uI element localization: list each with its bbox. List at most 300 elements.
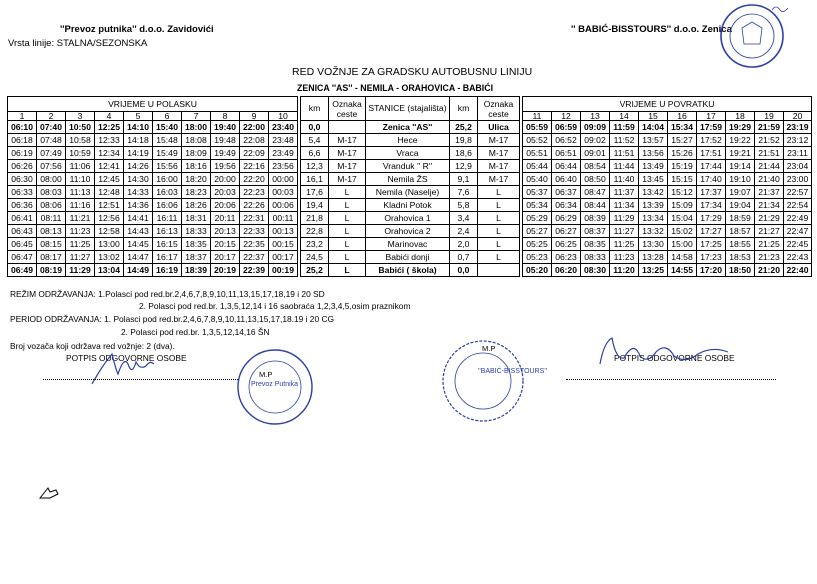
return-time-cell: 17:25	[697, 238, 726, 251]
dep-number: 8	[211, 112, 240, 121]
departure-time-cell: 11:10	[66, 173, 95, 186]
km-cell-right: 12,9	[450, 160, 478, 173]
return-time-cell: 21:25	[755, 238, 784, 251]
return-time-cell: 13:49	[639, 160, 668, 173]
road-cell-left: M-17	[329, 160, 366, 173]
return-time-cell: 08:50	[581, 173, 610, 186]
departure-time-cell: 13:02	[95, 251, 124, 264]
return-time-cell: 17:23	[697, 251, 726, 264]
dep-number: 3	[66, 112, 95, 121]
return-time-cell: 21:27	[755, 225, 784, 238]
stamp-text-left: Prevoz Putnika	[251, 381, 299, 388]
departure-time-cell: 13:04	[95, 264, 124, 277]
station-cell: Babići ( škola)	[366, 264, 450, 277]
station-cell: Nemila (Naselje)	[366, 186, 450, 199]
return-time-cell: 22:57	[784, 186, 812, 199]
return-time-cell: 11:44	[610, 160, 639, 173]
return-time-cell: 22:40	[784, 264, 812, 277]
return-time-cell: 06:23	[552, 251, 581, 264]
road-cell-right: M-17	[478, 173, 520, 186]
departure-header: VRIJEME U POLASKU	[8, 97, 298, 112]
departure-time-cell: 22:23	[240, 186, 269, 199]
km-cell-right: 25,2	[450, 121, 478, 134]
km-cell-right: 2,4	[450, 225, 478, 238]
departure-time-cell: 00:03	[269, 186, 298, 199]
km-cell-left: 6,6	[301, 147, 329, 160]
departure-time-cell: 22:39	[240, 264, 269, 277]
return-time-cell: 21:40	[755, 173, 784, 186]
return-time-cell: 17:27	[697, 225, 726, 238]
departure-time-cell: 08:11	[37, 212, 66, 225]
dep-number: 10	[269, 112, 298, 121]
departure-time-cell: 15:56	[153, 160, 182, 173]
return-time-cell: 15:02	[668, 225, 697, 238]
return-time-cell: 05:20	[523, 264, 552, 277]
return-time-cell: 05:23	[523, 251, 552, 264]
station-cell: Vraca	[366, 147, 450, 160]
departure-time-cell: 14:43	[124, 225, 153, 238]
departure-time-cell: 11:16	[66, 199, 95, 212]
km-cell-left: 16,1	[301, 173, 329, 186]
departure-time-cell: 14:10	[124, 121, 153, 134]
return-time-cell: 06:44	[552, 160, 581, 173]
return-time-cell: 15:26	[668, 147, 697, 160]
departure-time-cell: 11:23	[66, 225, 95, 238]
handwritten-signature-right	[594, 330, 734, 374]
road-cell-left: L	[329, 212, 366, 225]
departure-time-cell: 22:33	[240, 225, 269, 238]
departure-time-cell: 22:09	[240, 147, 269, 160]
ret-number: 19	[755, 112, 784, 121]
station-header: STANICE (stajališta)	[366, 97, 450, 121]
ret-number: 17	[697, 112, 726, 121]
return-time-cell: 19:04	[726, 199, 755, 212]
departure-time-cell: 11:06	[66, 160, 95, 173]
km-cell-left: 25,2	[301, 264, 329, 277]
departure-time-cell: 06:41	[8, 212, 37, 225]
note-regime-1: REŽIM ODRŽAVANJA: 1.Polasci pod red.br.2,4,6,7,8,9,10,11,13,15,17,18,19 i 20 SD	[10, 289, 325, 299]
departure-time-cell: 22:08	[240, 134, 269, 147]
table-row	[8, 121, 812, 134]
km-cell-left: 5,4	[301, 134, 329, 147]
return-time-cell: 06:51	[552, 147, 581, 160]
return-time-cell: 17:40	[697, 173, 726, 186]
road-cell-left: L	[329, 264, 366, 277]
departure-time-cell: 16:03	[153, 186, 182, 199]
departure-time-cell: 18:33	[182, 225, 211, 238]
departure-time-cell: 14:45	[124, 238, 153, 251]
departure-time-cell: 18:09	[182, 147, 211, 160]
departure-time-cell: 12:34	[95, 147, 124, 160]
station-cell: Hece	[366, 134, 450, 147]
return-time-cell: 05:40	[523, 173, 552, 186]
departure-time-cell: 10:59	[66, 147, 95, 160]
right-company-name: '' BABIĆ-BISSTOURS'' d.o.o. Zenica	[571, 24, 732, 35]
departure-time-cell: 18:08	[182, 134, 211, 147]
return-time-cell: 19:10	[726, 173, 755, 186]
dep-number: 7	[182, 112, 211, 121]
return-time-cell: 06:52	[552, 134, 581, 147]
return-time-cell: 11:59	[610, 121, 639, 134]
return-time-cell: 05:52	[523, 134, 552, 147]
return-time-cell: 23:19	[784, 121, 812, 134]
departure-time-cell: 22:00	[240, 121, 269, 134]
return-time-cell: 21:29	[755, 212, 784, 225]
return-time-cell: 15:00	[668, 238, 697, 251]
return-time-cell: 15:09	[668, 199, 697, 212]
km-cell-right: 5,8	[450, 199, 478, 212]
road-cell-right: L	[478, 186, 520, 199]
road-cell-left: M-17	[329, 173, 366, 186]
return-time-cell: 11:52	[610, 134, 639, 147]
departure-time-cell: 15:49	[153, 147, 182, 160]
departure-time-cell: 20:19	[211, 264, 240, 277]
km-cell-left: 17,6	[301, 186, 329, 199]
departure-time-cell: 12:41	[95, 160, 124, 173]
return-time-cell: 08:47	[581, 186, 610, 199]
km-cell-right: 19,8	[450, 134, 478, 147]
departure-time-cell: 20:17	[211, 251, 240, 264]
departure-time-cell: 18:20	[182, 173, 211, 186]
road-cell-left: M-17	[329, 134, 366, 147]
timetable	[7, 96, 812, 277]
return-time-cell: 08:44	[581, 199, 610, 212]
departure-time-cell: 11:13	[66, 186, 95, 199]
departure-time-cell: 00:19	[269, 264, 298, 277]
departure-time-cell: 18:26	[182, 199, 211, 212]
departure-time-cell: 20:03	[211, 186, 240, 199]
return-time-cell: 05:27	[523, 225, 552, 238]
km-cell-left: 24,5	[301, 251, 329, 264]
departure-time-cell: 16:19	[153, 264, 182, 277]
note-drivers: Broj vozača koji održava red vožnje: 2 (dva).	[10, 341, 175, 351]
return-time-cell: 23:00	[784, 173, 812, 186]
stamp-mp-right: M.P	[482, 344, 496, 353]
ret-number: 13	[581, 112, 610, 121]
road-cell-left: L	[329, 186, 366, 199]
road-cell-left: L	[329, 238, 366, 251]
departure-time-cell: 14:36	[124, 199, 153, 212]
return-header: VRIJEME U POVRATKU	[523, 97, 812, 112]
table-row	[8, 225, 812, 238]
station-cell: Vranduk '' R''	[366, 160, 450, 173]
return-time-cell: 17:44	[697, 160, 726, 173]
road-cell-right: L	[478, 212, 520, 225]
return-time-cell: 05:37	[523, 186, 552, 199]
dep-number: 6	[153, 112, 182, 121]
return-time-cell: 06:20	[552, 264, 581, 277]
km-cell-right: 0,7	[450, 251, 478, 264]
ret-number: 16	[668, 112, 697, 121]
return-time-cell: 21:59	[755, 121, 784, 134]
departure-time-cell: 11:21	[66, 212, 95, 225]
departure-time-cell: 16:11	[153, 212, 182, 225]
departure-time-cell: 16:15	[153, 238, 182, 251]
departure-time-cell: 12:56	[95, 212, 124, 225]
timetable-body	[8, 121, 812, 277]
signature-line-right	[566, 379, 776, 380]
return-time-cell: 06:29	[552, 212, 581, 225]
return-time-cell: 15:34	[668, 121, 697, 134]
return-time-cell: 21:44	[755, 160, 784, 173]
return-time-cell: 08:37	[581, 225, 610, 238]
km-cell-left: 0,0	[301, 121, 329, 134]
handwritten-signature-left	[88, 340, 158, 390]
road-cell-right: L	[478, 251, 520, 264]
return-time-cell: 13:39	[639, 199, 668, 212]
departure-time-cell: 22:26	[240, 199, 269, 212]
departure-time-cell: 22:35	[240, 238, 269, 251]
ret-number: 20	[784, 112, 812, 121]
departure-time-cell: 14:47	[124, 251, 153, 264]
table-row	[8, 251, 812, 264]
return-time-cell: 05:34	[523, 199, 552, 212]
departure-time-cell: 06:19	[8, 147, 37, 160]
return-time-cell: 15:19	[668, 160, 697, 173]
departure-time-cell: 22:37	[240, 251, 269, 264]
station-cell: Zenica ''AS''	[366, 121, 450, 134]
return-time-cell: 19:14	[726, 160, 755, 173]
signature-label-left: POTPIS ODGOVORNE OSOBE	[66, 353, 187, 363]
departure-time-cell: 11:27	[66, 251, 95, 264]
departure-time-cell: 00:11	[269, 212, 298, 225]
departure-time-cell: 06:49	[8, 264, 37, 277]
departure-time-cell: 10:58	[66, 134, 95, 147]
km-cell-right: 2,0	[450, 238, 478, 251]
departure-time-cell: 12:48	[95, 186, 124, 199]
departure-time-cell: 20:15	[211, 238, 240, 251]
return-time-cell: 06:37	[552, 186, 581, 199]
departure-time-cell: 18:31	[182, 212, 211, 225]
departure-time-cell: 18:35	[182, 238, 211, 251]
return-time-cell: 05:44	[523, 160, 552, 173]
return-time-cell: 05:51	[523, 147, 552, 160]
return-time-cell: 17:34	[697, 199, 726, 212]
station-cell: Babići donji	[366, 251, 450, 264]
return-time-cell: 21:20	[755, 264, 784, 277]
departure-time-cell: 15:48	[153, 134, 182, 147]
return-time-cell: 06:25	[552, 238, 581, 251]
return-time-cell: 11:23	[610, 251, 639, 264]
departure-time-cell: 08:15	[37, 238, 66, 251]
departure-time-cell: 12:25	[95, 121, 124, 134]
return-time-cell: 06:34	[552, 199, 581, 212]
departure-time-cell: 00:17	[269, 251, 298, 264]
return-time-cell: 17:52	[697, 134, 726, 147]
departure-time-cell: 14:49	[124, 264, 153, 277]
ret-number: 11	[523, 112, 552, 121]
departure-time-cell: 14:33	[124, 186, 153, 199]
km-cell-right: 9,1	[450, 173, 478, 186]
road-cell-right: L	[478, 199, 520, 212]
return-time-cell: 13:30	[639, 238, 668, 251]
return-time-cell: 11:37	[610, 186, 639, 199]
departure-time-cell: 16:13	[153, 225, 182, 238]
return-time-cell: 17:51	[697, 147, 726, 160]
return-time-cell: 17:29	[697, 212, 726, 225]
road-cell-right: L	[478, 238, 520, 251]
return-time-cell: 21:34	[755, 199, 784, 212]
table-row	[8, 173, 812, 186]
departure-time-cell: 11:29	[66, 264, 95, 277]
return-time-cell: 06:40	[552, 173, 581, 186]
table-row	[8, 238, 812, 251]
mouse-cursor-icon	[38, 486, 60, 500]
return-time-cell: 08:39	[581, 212, 610, 225]
road-header-right: Oznaka ceste	[478, 97, 520, 121]
dep-number: 2	[37, 112, 66, 121]
return-time-cell: 14:04	[639, 121, 668, 134]
return-time-cell: 11:34	[610, 199, 639, 212]
station-cell: Orahovica 1	[366, 212, 450, 225]
departure-time-cell: 18:23	[182, 186, 211, 199]
line-type: Vrsta linije: STALNA/SEZONSKA	[8, 38, 148, 49]
return-time-cell: 22:49	[784, 212, 812, 225]
km-header-right: km	[450, 97, 478, 121]
return-time-cell: 15:27	[668, 134, 697, 147]
return-time-cell: 23:11	[784, 147, 812, 160]
return-time-cell: 17:37	[697, 186, 726, 199]
road-cell-right	[478, 264, 520, 277]
station-cell: Nemila ŽS	[366, 173, 450, 186]
return-time-cell: 05:59	[523, 121, 552, 134]
departure-time-cell: 14:30	[124, 173, 153, 186]
return-time-cell: 09:02	[581, 134, 610, 147]
departure-time-cell: 06:10	[8, 121, 37, 134]
route-title: ZENICA ''AS'' - NEMILA - ORAHOVICA - BABIĆI	[297, 83, 494, 93]
return-time-cell: 23:04	[784, 160, 812, 173]
departure-time-cell: 07:48	[37, 134, 66, 147]
return-time-cell: 08:35	[581, 238, 610, 251]
note-regime-2: 2. Polasci pod red.br. 1,3,5,12,14 i 16 saobraća 1,2,3,4,5,osim praznikom	[139, 301, 411, 311]
return-time-cell: 14:58	[668, 251, 697, 264]
ret-number: 14	[610, 112, 639, 121]
return-time-cell: 13:28	[639, 251, 668, 264]
note-period-1: PERIOD ODRŽAVANJA: 1. Polasci pod red.br.2,4,6,7,8,9,10,11,13,15,17,18.19 i 20 CG	[10, 314, 335, 324]
km-cell-right: 0,0	[450, 264, 478, 277]
return-time-cell: 21:51	[755, 147, 784, 160]
return-time-cell: 05:25	[523, 238, 552, 251]
dep-number: 5	[124, 112, 153, 121]
table-row	[8, 186, 812, 199]
return-time-cell: 09:09	[581, 121, 610, 134]
departure-time-cell: 19:48	[211, 134, 240, 147]
road-cell-right: M-17	[478, 134, 520, 147]
departure-time-cell: 08:19	[37, 264, 66, 277]
signature-label-right: POTPIS ODGOVORNE OSOBE	[614, 353, 735, 363]
departure-time-cell: 12:45	[95, 173, 124, 186]
departure-time-cell: 11:25	[66, 238, 95, 251]
departure-time-cell: 06:47	[8, 251, 37, 264]
ret-number: 12	[552, 112, 581, 121]
departure-time-cell: 00:13	[269, 225, 298, 238]
road-cell-left: L	[329, 199, 366, 212]
left-company-name: ''Prevoz putnika'' d.o.o. Zavidovići	[60, 24, 214, 35]
return-time-cell: 14:55	[668, 264, 697, 277]
note-period-2: 2. Polasci pod red.br. 1,3,5,12,14,16 ŠN	[121, 327, 270, 337]
return-time-cell: 09:01	[581, 147, 610, 160]
return-time-cell: 17:59	[697, 121, 726, 134]
return-time-cell: 08:54	[581, 160, 610, 173]
departure-time-cell: 20:06	[211, 199, 240, 212]
return-time-cell: 19:07	[726, 186, 755, 199]
table-row	[8, 199, 812, 212]
road-cell-left: M-17	[329, 147, 366, 160]
dep-number: 4	[95, 112, 124, 121]
departure-time-cell: 16:00	[153, 173, 182, 186]
road-cell-right: Ulica	[478, 121, 520, 134]
return-time-cell: 08:33	[581, 251, 610, 264]
departure-time-cell: 07:49	[37, 147, 66, 160]
return-time-cell: 18:59	[726, 212, 755, 225]
departure-time-cell: 07:56	[37, 160, 66, 173]
departure-time-cell: 23:40	[269, 121, 298, 134]
table-row	[8, 264, 812, 277]
return-time-cell: 06:27	[552, 225, 581, 238]
return-time-cell: 19:22	[726, 134, 755, 147]
departure-time-cell: 14:26	[124, 160, 153, 173]
table-row	[8, 147, 812, 160]
return-time-cell: 11:51	[610, 147, 639, 160]
top-right-stamp	[712, 2, 792, 72]
road-cell-left: L	[329, 225, 366, 238]
departure-time-cell: 20:00	[211, 173, 240, 186]
return-time-cell: 05:29	[523, 212, 552, 225]
km-cell-left: 23,2	[301, 238, 329, 251]
departure-time-cell: 16:17	[153, 251, 182, 264]
km-cell-left: 21,8	[301, 212, 329, 225]
return-time-cell: 19:21	[726, 147, 755, 160]
road-cell-right: L	[478, 225, 520, 238]
departure-time-cell: 23:49	[269, 147, 298, 160]
return-time-cell: 11:29	[610, 212, 639, 225]
km-cell-left: 12,3	[301, 160, 329, 173]
return-time-cell: 23:12	[784, 134, 812, 147]
return-time-cell: 21:37	[755, 186, 784, 199]
departure-time-cell: 06:30	[8, 173, 37, 186]
km-cell-right: 3,4	[450, 212, 478, 225]
road-cell-right: M-17	[478, 160, 520, 173]
km-cell-right: 18,6	[450, 147, 478, 160]
departure-time-cell: 06:33	[8, 186, 37, 199]
station-cell: Kladni Potok	[366, 199, 450, 212]
table-row	[8, 212, 812, 225]
departure-time-cell: 08:13	[37, 225, 66, 238]
return-time-cell: 19:29	[726, 121, 755, 134]
dep-number: 1	[8, 112, 37, 121]
departure-time-cell: 19:40	[211, 121, 240, 134]
return-time-cell: 13:42	[639, 186, 668, 199]
return-time-cell: 22:45	[784, 238, 812, 251]
return-time-cell: 06:59	[552, 121, 581, 134]
return-time-cell: 22:47	[784, 225, 812, 238]
return-time-cell: 21:23	[755, 251, 784, 264]
return-time-cell: 18:57	[726, 225, 755, 238]
departure-time-cell: 12:58	[95, 225, 124, 238]
ret-number: 15	[639, 112, 668, 121]
departure-time-cell: 08:03	[37, 186, 66, 199]
return-time-cell: 11:27	[610, 225, 639, 238]
return-time-cell: 11:20	[610, 264, 639, 277]
station-cell: Marinovac	[366, 238, 450, 251]
departure-time-cell: 14:18	[124, 134, 153, 147]
km-header-left: km	[301, 97, 329, 121]
departure-time-cell: 18:16	[182, 160, 211, 173]
return-time-cell: 13:32	[639, 225, 668, 238]
station-cell: Orahovica 2	[366, 225, 450, 238]
departure-time-cell: 12:33	[95, 134, 124, 147]
return-time-cell: 13:34	[639, 212, 668, 225]
